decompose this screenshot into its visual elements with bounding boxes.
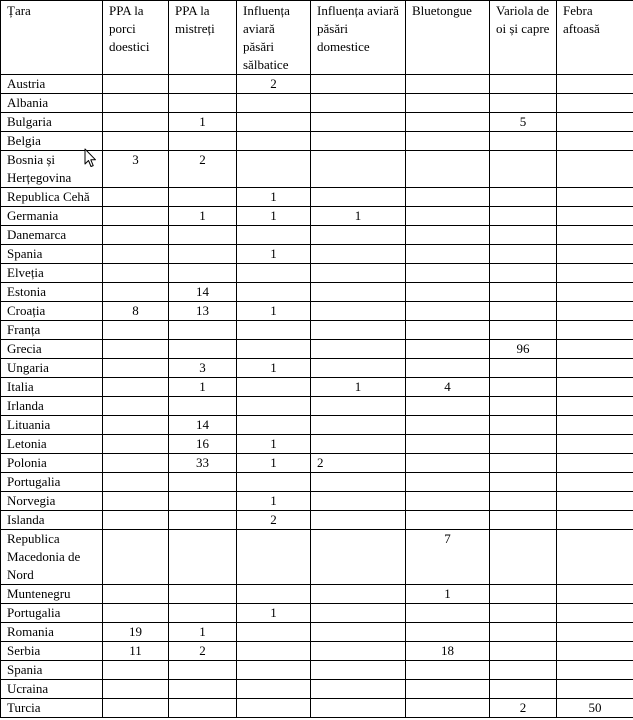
cell-bluetongue	[406, 397, 490, 416]
cell-asf-wild-boar	[169, 340, 237, 359]
cell-country: Republica Cehă	[1, 188, 103, 207]
cell-country: Franța	[1, 321, 103, 340]
table-row	[1, 492, 633, 511]
table-row	[1, 699, 633, 718]
cell-country: Germania	[1, 207, 103, 226]
cell-bluetongue	[406, 435, 490, 454]
cell-asf-wild-boar	[169, 397, 237, 416]
cell-avian-flu-domestic-birds	[311, 680, 406, 699]
cell-foot-and-mouth	[557, 473, 633, 492]
cell-foot-and-mouth	[557, 435, 633, 454]
cell-asf-wild-boar	[169, 75, 237, 94]
cell-asf-wild-boar	[169, 530, 237, 585]
cell-country: Portugalia	[1, 604, 103, 623]
cell-bluetongue	[406, 226, 490, 245]
cell-sheep-goat-pox: 2	[490, 699, 557, 718]
cell-avian-flu-domestic-birds	[311, 359, 406, 378]
cell-sheep-goat-pox	[490, 530, 557, 585]
cell-foot-and-mouth	[557, 151, 633, 188]
cell-sheep-goat-pox	[490, 604, 557, 623]
cell-avian-flu-wild-birds	[237, 397, 311, 416]
cell-sheep-goat-pox	[490, 94, 557, 113]
cell-avian-flu-domestic-birds	[311, 132, 406, 151]
cell-avian-flu-wild-birds	[237, 113, 311, 132]
cell-avian-flu-domestic-birds	[311, 188, 406, 207]
cell-asf-wild-boar: 2	[169, 642, 237, 661]
cell-country: Spania	[1, 245, 103, 264]
cell-avian-flu-domestic-birds	[311, 492, 406, 511]
cell-asf-wild-boar	[169, 511, 237, 530]
cell-asf-domestic-pigs: 19	[103, 623, 169, 642]
cell-sheep-goat-pox	[490, 264, 557, 283]
cell-asf-domestic-pigs	[103, 94, 169, 113]
cell-avian-flu-domestic-birds	[311, 623, 406, 642]
cell-asf-domestic-pigs	[103, 511, 169, 530]
cell-asf-wild-boar	[169, 188, 237, 207]
cell-asf-domestic-pigs	[103, 207, 169, 226]
cell-asf-wild-boar: 13	[169, 302, 237, 321]
cell-sheep-goat-pox	[490, 207, 557, 226]
cell-foot-and-mouth	[557, 226, 633, 245]
cell-bluetongue	[406, 283, 490, 302]
header-foot-and-mouth: Febra aftoasă	[557, 1, 633, 75]
cell-bluetongue	[406, 416, 490, 435]
cell-country: Ungaria	[1, 359, 103, 378]
cell-asf-wild-boar	[169, 661, 237, 680]
table-row	[1, 75, 633, 94]
cell-country: Republica Macedonia de Nord	[1, 530, 103, 585]
cell-country: Muntenegru	[1, 585, 103, 604]
cell-sheep-goat-pox	[490, 492, 557, 511]
cell-bluetongue	[406, 699, 490, 718]
cell-avian-flu-wild-birds	[237, 151, 311, 188]
table-row	[1, 604, 633, 623]
cell-sheep-goat-pox	[490, 642, 557, 661]
cell-avian-flu-wild-birds	[237, 680, 311, 699]
cell-avian-flu-wild-birds: 1	[237, 359, 311, 378]
cell-asf-domestic-pigs	[103, 585, 169, 604]
cell-asf-domestic-pigs	[103, 492, 169, 511]
cell-foot-and-mouth	[557, 585, 633, 604]
table-row	[1, 661, 633, 680]
cell-avian-flu-domestic-birds	[311, 585, 406, 604]
cell-asf-wild-boar: 1	[169, 113, 237, 132]
cell-asf-domestic-pigs	[103, 283, 169, 302]
cell-country: Belgia	[1, 132, 103, 151]
cell-asf-wild-boar: 14	[169, 283, 237, 302]
cell-sheep-goat-pox	[490, 359, 557, 378]
table-row	[1, 623, 633, 642]
table-row	[1, 132, 633, 151]
cell-sheep-goat-pox	[490, 416, 557, 435]
cell-asf-wild-boar	[169, 604, 237, 623]
table-row	[1, 321, 633, 340]
cell-asf-domestic-pigs	[103, 416, 169, 435]
table-row	[1, 416, 633, 435]
cell-bluetongue	[406, 321, 490, 340]
table-row	[1, 245, 633, 264]
cell-country: Croația	[1, 302, 103, 321]
cell-asf-wild-boar	[169, 492, 237, 511]
cell-asf-wild-boar: 14	[169, 416, 237, 435]
cell-avian-flu-domestic-birds	[311, 283, 406, 302]
cell-avian-flu-domestic-birds	[311, 435, 406, 454]
table-row	[1, 378, 633, 397]
cell-asf-domestic-pigs	[103, 321, 169, 340]
cell-foot-and-mouth	[557, 511, 633, 530]
table-row	[1, 585, 633, 604]
cell-avian-flu-domestic-birds	[311, 264, 406, 283]
cell-country: Ucraina	[1, 680, 103, 699]
cell-country: Polonia	[1, 454, 103, 473]
cell-sheep-goat-pox	[490, 151, 557, 188]
cell-asf-domestic-pigs	[103, 699, 169, 718]
cell-avian-flu-domestic-birds: 2	[311, 454, 406, 473]
table-row	[1, 473, 633, 492]
cell-asf-domestic-pigs	[103, 454, 169, 473]
cell-sheep-goat-pox	[490, 378, 557, 397]
cell-avian-flu-domestic-birds: 1	[311, 207, 406, 226]
cell-avian-flu-wild-birds	[237, 642, 311, 661]
cell-asf-wild-boar: 1	[169, 378, 237, 397]
cell-asf-wild-boar: 1	[169, 623, 237, 642]
cell-asf-domestic-pigs	[103, 113, 169, 132]
cell-asf-domestic-pigs	[103, 340, 169, 359]
cell-country: Bosnia și Herțegovina	[1, 151, 103, 188]
cell-country: Norvegia	[1, 492, 103, 511]
cell-asf-domestic-pigs	[103, 132, 169, 151]
cell-bluetongue	[406, 661, 490, 680]
cell-country: Austria	[1, 75, 103, 94]
cell-country: Romania	[1, 623, 103, 642]
cell-bluetongue: 4	[406, 378, 490, 397]
cell-asf-domestic-pigs: 3	[103, 151, 169, 188]
cell-avian-flu-domestic-birds	[311, 699, 406, 718]
table-row	[1, 113, 633, 132]
cell-asf-wild-boar	[169, 264, 237, 283]
cell-sheep-goat-pox	[490, 435, 557, 454]
cell-avian-flu-wild-birds	[237, 416, 311, 435]
cell-sheep-goat-pox	[490, 321, 557, 340]
cell-asf-wild-boar: 1	[169, 207, 237, 226]
cell-asf-domestic-pigs	[103, 680, 169, 699]
cell-bluetongue	[406, 113, 490, 132]
cell-sheep-goat-pox	[490, 473, 557, 492]
cell-bluetongue	[406, 264, 490, 283]
cell-foot-and-mouth: 50	[557, 699, 633, 718]
cell-foot-and-mouth	[557, 207, 633, 226]
cell-avian-flu-domestic-birds	[311, 604, 406, 623]
cell-asf-wild-boar: 16	[169, 435, 237, 454]
cell-sheep-goat-pox	[490, 245, 557, 264]
cell-bluetongue	[406, 359, 490, 378]
cell-sheep-goat-pox	[490, 75, 557, 94]
cell-country: Estonia	[1, 283, 103, 302]
cell-avian-flu-wild-birds: 1	[237, 604, 311, 623]
cell-avian-flu-wild-birds	[237, 623, 311, 642]
cell-avian-flu-wild-birds	[237, 283, 311, 302]
table-row	[1, 302, 633, 321]
cell-asf-wild-boar	[169, 132, 237, 151]
table-row	[1, 435, 633, 454]
cell-sheep-goat-pox	[490, 283, 557, 302]
table-row	[1, 207, 633, 226]
cell-asf-wild-boar	[169, 226, 237, 245]
cell-sheep-goat-pox	[490, 302, 557, 321]
cell-asf-domestic-pigs	[103, 397, 169, 416]
cell-avian-flu-wild-birds	[237, 699, 311, 718]
cell-foot-and-mouth	[557, 359, 633, 378]
cell-foot-and-mouth	[557, 604, 633, 623]
cell-avian-flu-wild-birds	[237, 585, 311, 604]
cell-country: Irlanda	[1, 397, 103, 416]
cell-bluetongue	[406, 132, 490, 151]
cell-bluetongue	[406, 604, 490, 623]
header-avian-flu-wild-birds: Influența aviară păsări sălbatice	[237, 1, 311, 75]
table-row	[1, 511, 633, 530]
cell-asf-domestic-pigs	[103, 75, 169, 94]
cell-foot-and-mouth	[557, 397, 633, 416]
table-row	[1, 264, 633, 283]
cell-country: Elveția	[1, 264, 103, 283]
cell-bluetongue	[406, 151, 490, 188]
cell-avian-flu-domestic-birds	[311, 302, 406, 321]
cell-bluetongue	[406, 623, 490, 642]
cell-country: Italia	[1, 378, 103, 397]
cell-avian-flu-domestic-birds	[311, 642, 406, 661]
cell-sheep-goat-pox	[490, 680, 557, 699]
cell-avian-flu-wild-birds	[237, 264, 311, 283]
cell-bluetongue	[406, 75, 490, 94]
cell-avian-flu-wild-birds: 2	[237, 75, 311, 94]
cell-bluetongue	[406, 340, 490, 359]
cell-asf-wild-boar	[169, 699, 237, 718]
cell-asf-domestic-pigs	[103, 604, 169, 623]
cell-avian-flu-domestic-birds	[311, 530, 406, 585]
cell-foot-and-mouth	[557, 302, 633, 321]
cell-bluetongue	[406, 302, 490, 321]
cell-bluetongue: 1	[406, 585, 490, 604]
cell-asf-domestic-pigs	[103, 264, 169, 283]
cell-country: Islanda	[1, 511, 103, 530]
header-asf-wild-boar: PPA la mistreți	[169, 1, 237, 75]
cell-foot-and-mouth	[557, 378, 633, 397]
table-row	[1, 530, 633, 585]
cell-sheep-goat-pox	[490, 623, 557, 642]
cell-sheep-goat-pox	[490, 585, 557, 604]
cell-asf-domestic-pigs	[103, 530, 169, 585]
cell-avian-flu-wild-birds: 1	[237, 302, 311, 321]
cell-country: Grecia	[1, 340, 103, 359]
cell-country: Portugalia	[1, 473, 103, 492]
cell-avian-flu-domestic-birds	[311, 661, 406, 680]
cell-bluetongue	[406, 207, 490, 226]
cell-avian-flu-wild-birds	[237, 132, 311, 151]
cell-avian-flu-wild-birds	[237, 226, 311, 245]
table-row	[1, 340, 633, 359]
cell-avian-flu-domestic-birds	[311, 473, 406, 492]
cell-foot-and-mouth	[557, 132, 633, 151]
cell-bluetongue	[406, 188, 490, 207]
table-row	[1, 397, 633, 416]
cell-foot-and-mouth	[557, 340, 633, 359]
cell-avian-flu-wild-birds	[237, 321, 311, 340]
cell-country: Spania	[1, 661, 103, 680]
cell-avian-flu-domestic-birds	[311, 340, 406, 359]
cell-country: Lituania	[1, 416, 103, 435]
header-sheep-goat-pox: Variola de oi și capre	[490, 1, 557, 75]
cell-avian-flu-wild-birds	[237, 473, 311, 492]
cell-avian-flu-domestic-birds	[311, 511, 406, 530]
cell-asf-wild-boar	[169, 473, 237, 492]
cell-bluetongue	[406, 511, 490, 530]
cell-sheep-goat-pox	[490, 188, 557, 207]
cell-avian-flu-wild-birds: 1	[237, 435, 311, 454]
cell-bluetongue: 18	[406, 642, 490, 661]
cell-sheep-goat-pox	[490, 511, 557, 530]
cell-avian-flu-wild-birds: 1	[237, 454, 311, 473]
cell-foot-and-mouth	[557, 661, 633, 680]
cell-asf-domestic-pigs: 11	[103, 642, 169, 661]
cell-avian-flu-wild-birds: 1	[237, 188, 311, 207]
cell-foot-and-mouth	[557, 454, 633, 473]
cell-sheep-goat-pox: 5	[490, 113, 557, 132]
cell-avian-flu-domestic-birds	[311, 113, 406, 132]
cell-foot-and-mouth	[557, 264, 633, 283]
cell-asf-wild-boar	[169, 245, 237, 264]
cell-avian-flu-domestic-birds	[311, 321, 406, 340]
cell-bluetongue	[406, 94, 490, 113]
cell-asf-wild-boar: 3	[169, 359, 237, 378]
cell-foot-and-mouth	[557, 321, 633, 340]
cell-sheep-goat-pox: 96	[490, 340, 557, 359]
table-row	[1, 642, 633, 661]
cell-avian-flu-domestic-birds	[311, 151, 406, 188]
cell-foot-and-mouth	[557, 283, 633, 302]
cell-foot-and-mouth	[557, 188, 633, 207]
cell-country: Serbia	[1, 642, 103, 661]
cell-avian-flu-wild-birds: 2	[237, 511, 311, 530]
cell-asf-domestic-pigs	[103, 245, 169, 264]
cell-foot-and-mouth	[557, 623, 633, 642]
header-country: Țara	[1, 1, 103, 75]
cell-avian-flu-wild-birds	[237, 530, 311, 585]
cell-asf-domestic-pigs	[103, 661, 169, 680]
header-asf-domestic-pigs: PPA la porci doestici	[103, 1, 169, 75]
cell-country: Albania	[1, 94, 103, 113]
cell-country: Letonia	[1, 435, 103, 454]
cell-foot-and-mouth	[557, 680, 633, 699]
cell-asf-wild-boar: 2	[169, 151, 237, 188]
cell-asf-domestic-pigs	[103, 226, 169, 245]
header-bluetongue: Bluetongue	[406, 1, 490, 75]
cell-asf-wild-boar	[169, 680, 237, 699]
cell-bluetongue	[406, 473, 490, 492]
table-row	[1, 94, 633, 113]
cell-avian-flu-domestic-birds	[311, 416, 406, 435]
cell-bluetongue	[406, 454, 490, 473]
cell-asf-domestic-pigs	[103, 473, 169, 492]
header-row	[1, 1, 633, 75]
cell-asf-domestic-pigs	[103, 359, 169, 378]
cell-foot-and-mouth	[557, 245, 633, 264]
table-row	[1, 188, 633, 207]
cell-avian-flu-wild-birds: 1	[237, 207, 311, 226]
cell-bluetongue	[406, 492, 490, 511]
cell-asf-domestic-pigs: 8	[103, 302, 169, 321]
cell-foot-and-mouth	[557, 642, 633, 661]
cell-asf-wild-boar	[169, 94, 237, 113]
table-header	[1, 1, 633, 75]
cell-sheep-goat-pox	[490, 454, 557, 473]
table-body	[1, 75, 633, 718]
cell-avian-flu-domestic-birds	[311, 94, 406, 113]
cell-avian-flu-wild-birds	[237, 94, 311, 113]
table-row	[1, 680, 633, 699]
cell-sheep-goat-pox	[490, 132, 557, 151]
cell-foot-and-mouth	[557, 94, 633, 113]
cell-avian-flu-wild-birds	[237, 340, 311, 359]
cell-avian-flu-wild-birds	[237, 378, 311, 397]
cell-bluetongue	[406, 245, 490, 264]
cell-avian-flu-wild-birds: 1	[237, 245, 311, 264]
cell-country: Bulgaria	[1, 113, 103, 132]
cell-asf-wild-boar: 33	[169, 454, 237, 473]
cell-asf-wild-boar	[169, 585, 237, 604]
cell-asf-domestic-pigs	[103, 378, 169, 397]
cell-avian-flu-domestic-birds	[311, 75, 406, 94]
cell-bluetongue: 7	[406, 530, 490, 585]
cell-sheep-goat-pox	[490, 661, 557, 680]
cell-sheep-goat-pox	[490, 226, 557, 245]
cell-avian-flu-domestic-birds: 1	[311, 378, 406, 397]
table-row	[1, 283, 633, 302]
table-row	[1, 151, 633, 188]
cell-foot-and-mouth	[557, 492, 633, 511]
cell-avian-flu-wild-birds: 1	[237, 492, 311, 511]
cell-country: Danemarca	[1, 226, 103, 245]
cell-avian-flu-domestic-birds	[311, 397, 406, 416]
cell-avian-flu-domestic-birds	[311, 226, 406, 245]
cell-asf-wild-boar	[169, 321, 237, 340]
cell-foot-and-mouth	[557, 530, 633, 585]
cell-foot-and-mouth	[557, 113, 633, 132]
header-avian-flu-domestic-birds: Influența aviară păsări domestice	[311, 1, 406, 75]
table-row	[1, 226, 633, 245]
cell-foot-and-mouth	[557, 75, 633, 94]
cell-bluetongue	[406, 680, 490, 699]
cell-sheep-goat-pox	[490, 397, 557, 416]
cell-country: Turcia	[1, 699, 103, 718]
cell-asf-domestic-pigs	[103, 188, 169, 207]
table-row	[1, 454, 633, 473]
cell-avian-flu-domestic-birds	[311, 245, 406, 264]
cell-foot-and-mouth	[557, 416, 633, 435]
table-row	[1, 359, 633, 378]
cell-avian-flu-wild-birds	[237, 661, 311, 680]
cell-asf-domestic-pigs	[103, 435, 169, 454]
